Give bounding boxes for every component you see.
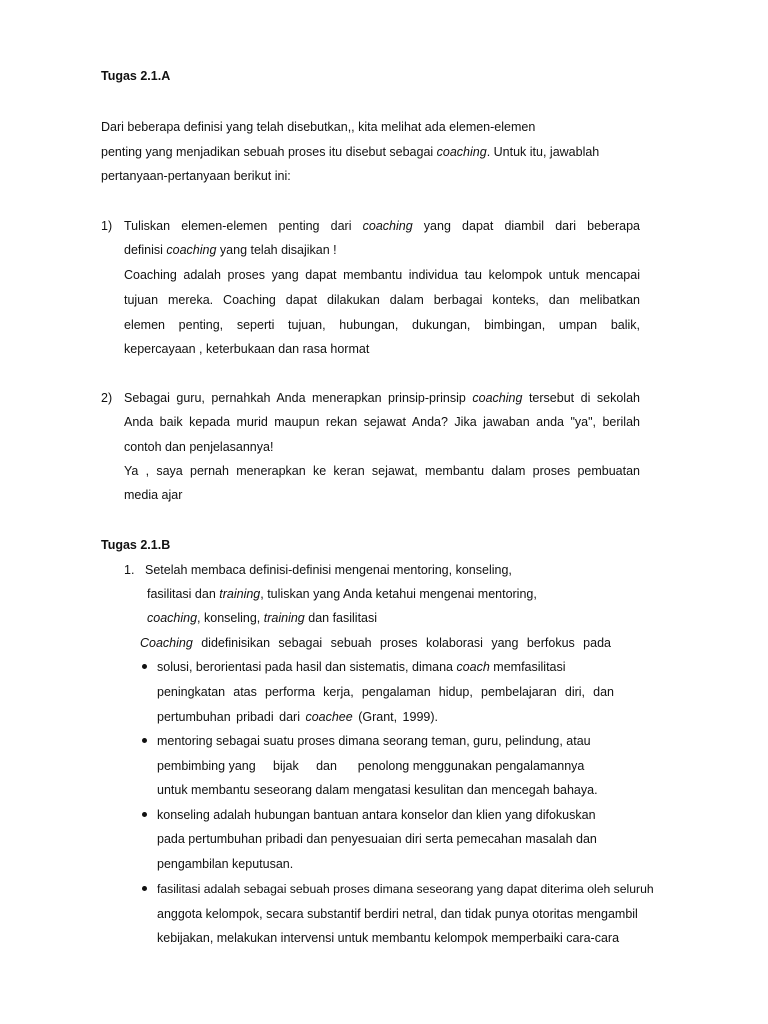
- item1-line-2: fasilitasi dan training, tuliskan yang Anda ketahui mengenai mentoring,: [147, 587, 537, 601]
- item1-line-1: Setelah membaca definisi-definisi mengenai mentoring, konseling,: [145, 563, 512, 577]
- intro-line-1: Dari beberapa definisi yang telah disebutkan,, kita melihat ada elemen-elemen: [101, 120, 536, 134]
- bullet-2-line-3: untuk membantu seseorang dalam mengatasi kesulitan dan mencegah bahaya.: [157, 783, 598, 797]
- bullet-1-line-1: solusi, berorientasi pada hasil dan sistematis, dimana coach memfasilitasi: [157, 660, 566, 674]
- bullet-1-line-3: pertumbuhan pribadi dari coachee (Grant, 1999).: [157, 710, 439, 724]
- q2-answer-line-2: media ajar: [124, 488, 183, 502]
- q1-line-2: definisi coaching yang telah disajikan !: [124, 243, 337, 257]
- bullet-4-line-3: kebijakan, melakukan intervensi untuk membantu kelompok memperbaiki cara-cara: [157, 931, 620, 945]
- task-a-title: Tugas 2.1.A: [101, 69, 171, 83]
- q1-number: 1): [101, 219, 113, 233]
- bullet-4-line-1: fasilitasi adalah sebagai sebuah proses dimana seseorang yang dapat diterima oleh seluruh: [157, 882, 654, 896]
- bullet-2-line-2: pembimbing yang bijak dan penolong menggunakan pengalamannya: [157, 759, 585, 773]
- bullet-3-line-1: konseling adalah hubungan bantuan antara konselor dan klien yang difokuskan: [157, 808, 596, 822]
- intro-line-2: penting yang menjadikan sebuah proses itu disebut sebagai coaching. Untuk itu, jawablah: [101, 145, 600, 159]
- bullet-4-dot: [142, 886, 147, 891]
- q2-answer-line-1: Ya , saya pernah menerapkan ke keran sejawat, membantu dalam proses pembuatan: [124, 464, 640, 478]
- bullet-2-dot: [142, 738, 147, 743]
- q1-answer-line-1: Coaching adalah proses yang dapat membantu individua tau kelompok untuk mencapai: [124, 268, 640, 282]
- coaching-definition: Coaching didefinisikan sebagai sebuah proses kolaborasi yang berfokus pada: [140, 636, 611, 650]
- bullet-1-dot: [142, 664, 147, 669]
- bullet-3-line-3: pengambilan keputusan.: [157, 857, 294, 871]
- q2-line-2: Anda baik kepada murid maupun rekan sejawat Anda? Jika jawaban anda "ya", berilah: [124, 415, 640, 429]
- q2-line-1: Sebagai guru, pernahkah Anda menerapkan prinsip-prinsip coaching tersebut di sekolah: [124, 391, 640, 405]
- bullet-2-line-1: mentoring sebagai suatu proses dimana seorang teman, guru, pelindung, atau: [157, 734, 591, 748]
- q1-answer-line-4: kepercayaan , keterbukaan dan rasa hormat: [124, 342, 370, 356]
- task-b-title: Tugas 2.1.B: [101, 538, 171, 552]
- item1-number: 1.: [124, 563, 135, 577]
- bullet-1-line-2: peningkatan atas performa kerja, pengalaman hidup, pembelajaran diri, dan: [157, 685, 614, 699]
- bullet-4-line-2: anggota kelompok, secara substantif berdiri netral, dan tidak punya otoritas mengambil: [157, 907, 638, 921]
- q1-answer-line-2: tujuan mereka. Coaching dapat dilakukan dalam berbagai konteks, dan melibatkan: [124, 293, 640, 307]
- bullet-3-dot: [142, 812, 147, 817]
- bullet-3-line-2: pada pertumbuhan pribadi dan penyesuaian diri serta pemecahan masalah dan: [157, 832, 597, 846]
- q1-line-1: Tuliskan elemen-elemen penting dari coaching yang dapat diambil dari beberapa: [124, 219, 640, 233]
- intro-line-3: pertanyaan-pertanyaan berikut ini:: [101, 169, 291, 183]
- q2-number: 2): [101, 391, 113, 405]
- item1-line-3: coaching, konseling, training dan fasilitasi: [147, 611, 378, 625]
- q1-answer-line-3: elemen penting, seperti tujuan, hubungan, dukungan, bimbingan, umpan balik,: [124, 318, 640, 332]
- q2-line-3: contoh dan penjelasannya!: [124, 440, 274, 454]
